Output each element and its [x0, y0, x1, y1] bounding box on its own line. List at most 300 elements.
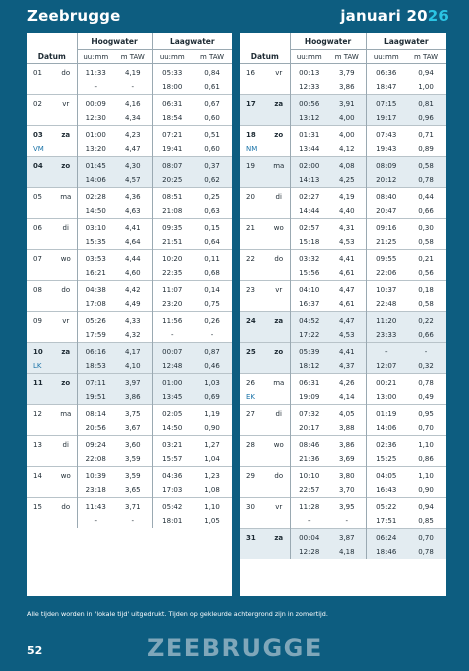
- table-row: [240, 483, 446, 498]
- table-row: [27, 328, 232, 343]
- hw-height-cell: 4,19: [328, 188, 366, 205]
- day-number: 30: [240, 498, 268, 515]
- hw-time-cell: 08:14: [77, 405, 114, 422]
- table-row: [27, 266, 232, 281]
- weekday: vr: [268, 281, 290, 298]
- empty-cell: [55, 514, 77, 528]
- empty-cell: [55, 142, 77, 157]
- lw-time-cell: 14:06: [366, 421, 406, 436]
- weekday: zo: [55, 374, 77, 391]
- table-row: [240, 374, 446, 391]
- hw-height-cell: 3,87: [328, 529, 366, 546]
- empty-cell: [268, 173, 290, 188]
- hw-time-cell: 06:16: [77, 343, 114, 360]
- hw-height-cell: 3,65: [124, 486, 141, 494]
- moon-phase-mark: [240, 421, 268, 436]
- hw-time-cell: 14:06: [77, 173, 114, 188]
- lw-time-cell: 08:07: [152, 157, 192, 174]
- hw-height-cell: 4,17: [114, 343, 152, 360]
- hw-height-cell: 4,57: [114, 173, 152, 188]
- hw-time-cell: 15:56: [290, 266, 328, 281]
- moon-phase-mark: [27, 111, 55, 126]
- weekday: vr: [275, 69, 283, 77]
- lw-height-cell: 0,70: [406, 529, 446, 546]
- lw-time-cell: 23:33: [366, 328, 406, 343]
- lw-time-cell: 06:24: [366, 529, 406, 546]
- hw-time-cell: 22:08: [77, 452, 114, 467]
- moon-phase-mark: [240, 204, 268, 219]
- hw-time-cell: 14:50: [77, 204, 114, 219]
- table-row: [240, 173, 446, 188]
- weekday: di: [55, 219, 77, 236]
- lw-time-cell: 13:45: [152, 390, 192, 405]
- empty-cell: [268, 421, 290, 436]
- hw-height-cell: 4,41: [114, 219, 152, 236]
- hw-height-cell: 4,64: [124, 238, 141, 246]
- weekday: ma: [55, 405, 77, 422]
- hw-time-cell: 10:39: [77, 467, 114, 484]
- table-row: [240, 281, 446, 298]
- hw-height-cell: 4,14: [338, 393, 355, 401]
- hw-height-cell: 3,69: [338, 455, 355, 463]
- empty-cell: [268, 328, 290, 343]
- hw-time-cell: 16:21: [77, 266, 114, 281]
- hw-time-cell: 12:28: [290, 545, 328, 559]
- hw-time-cell: 06:31: [290, 374, 328, 391]
- hw-time-cell: 12:33: [290, 80, 328, 95]
- table-row: [240, 219, 446, 236]
- lw-time-cell: 12:07: [366, 359, 406, 374]
- hw-time-cell: 17:08: [77, 297, 114, 312]
- empty-cell: [55, 328, 77, 343]
- lw-height-cell: 1,04: [204, 455, 220, 463]
- hw-height-cell: 4,08: [328, 157, 366, 174]
- hw-time-cell: 04:10: [290, 281, 328, 298]
- hw-time-cell: 02:00: [290, 157, 328, 174]
- hw-height-cell: 4,00: [328, 111, 366, 126]
- lw-height-cell: 0,66: [418, 207, 434, 215]
- lw-time-cell: 20:25: [152, 173, 192, 188]
- datum-header: Datum: [27, 33, 77, 64]
- lw-time-cell: 02:36: [366, 436, 406, 453]
- hw-time-cell: 03:32: [290, 250, 328, 267]
- lw-height-cell: 0,60: [204, 145, 220, 153]
- hw-height-cell: 3,59: [124, 455, 141, 463]
- hw-height-cell: 3,86: [114, 390, 152, 405]
- hw-height-cell: 4,34: [124, 114, 141, 122]
- hw-time-cell: 09:24: [77, 436, 114, 453]
- hw-height-cell: 3,59: [114, 467, 152, 484]
- hw-height-cell: 4,37: [328, 359, 366, 374]
- lw-height-cell: 1,10: [406, 436, 446, 453]
- empty-cell: [55, 204, 77, 219]
- hw-time-cell: -: [77, 80, 114, 95]
- weekday: di: [268, 188, 290, 205]
- lw-time-cell: 07:21: [152, 126, 192, 143]
- table-row: [240, 126, 446, 143]
- lw-height-cell: 0,94: [406, 498, 446, 515]
- table-row: [27, 111, 232, 126]
- lw-height-cell: 0,56: [418, 269, 434, 277]
- table-row: [27, 390, 232, 405]
- lw-height-cell: 0,30: [406, 219, 446, 236]
- hw-time-cell: 08:46: [290, 436, 328, 453]
- hw-height-cell: 4,60: [124, 269, 141, 277]
- hw-height-cell: 4,47: [328, 312, 366, 329]
- empty-cell: [55, 421, 77, 436]
- lw-time-cell: 01:00: [152, 374, 192, 391]
- weekday: wo: [268, 219, 290, 236]
- hw-time-cell: 14:13: [290, 173, 328, 188]
- hw-time-cell: 01:00: [77, 126, 114, 143]
- empty-cell: [55, 111, 77, 126]
- lw-height-header: m TAW: [406, 50, 446, 64]
- weekday: vr: [55, 95, 77, 112]
- hw-height-cell: 4,36: [114, 188, 152, 205]
- hw-height-cell: 4,32: [124, 331, 141, 339]
- weekday: za: [55, 126, 77, 143]
- hw-height-cell: 4,23: [114, 126, 152, 143]
- weekday: vr: [268, 498, 290, 515]
- lw-height-cell: 0,66: [406, 328, 446, 343]
- hw-height-cell: 3,86: [328, 436, 366, 453]
- hw-time-cell: 13:20: [77, 142, 114, 157]
- location-title: Zeebrugge: [27, 7, 121, 25]
- empty-cell: [268, 483, 290, 498]
- lw-height-header: m TAW: [192, 50, 232, 64]
- empty-cell: [55, 483, 77, 498]
- hw-height-cell: 3,95: [328, 498, 366, 515]
- day-number: 22: [240, 250, 268, 267]
- day-number: 26: [240, 374, 268, 391]
- hw-time-cell: 11:28: [290, 498, 328, 515]
- month-title: [340, 7, 449, 25]
- table-row: [27, 188, 232, 205]
- table-row: [240, 545, 446, 559]
- day-number: 15: [27, 498, 55, 515]
- weekday: za: [55, 343, 77, 360]
- weekday: do: [55, 498, 77, 515]
- table-row: [240, 498, 446, 515]
- hw-time-cell: -: [77, 514, 114, 528]
- hw-height-cell: 4,47: [328, 281, 366, 298]
- hw-height-cell: 4,19: [124, 69, 141, 77]
- lw-height-cell: 1,05: [204, 517, 220, 525]
- day-number: 12: [27, 405, 55, 422]
- table-row: [240, 188, 446, 205]
- empty-cell: [268, 545, 290, 559]
- moon-phase-mark: [240, 235, 268, 250]
- hw-height-cell: 4,05: [328, 405, 366, 422]
- lw-height-cell: 0,64: [204, 238, 220, 246]
- weekday: di: [55, 436, 77, 453]
- weekday: do: [55, 281, 77, 298]
- lw-height-cell: 0,68: [204, 269, 220, 277]
- day-number: 20: [240, 188, 268, 205]
- lw-time-cell: 22:35: [152, 266, 192, 281]
- hw-time-cell: 20:17: [290, 421, 328, 436]
- hw-time-cell: 07:11: [77, 374, 114, 391]
- hw-time-cell: 16:37: [290, 297, 328, 312]
- hw-time-cell: 02:57: [290, 219, 328, 236]
- lw-height-cell: 0,71: [406, 126, 446, 143]
- empty-cell: [268, 266, 290, 281]
- day-number: 28: [240, 436, 268, 453]
- empty-cell: [268, 390, 290, 405]
- hw-time-cell: 17:59: [77, 328, 114, 343]
- lw-time-cell: 22:06: [366, 266, 406, 281]
- moon-phase-mark: [27, 390, 55, 405]
- lw-height-cell: 0,84: [204, 69, 220, 77]
- lw-height-cell: 0,90: [418, 486, 434, 494]
- hw-height-cell: 4,12: [338, 145, 355, 153]
- lw-height-cell: 0,32: [406, 359, 446, 374]
- table-row: [240, 312, 446, 329]
- lw-time-cell: 21:08: [152, 204, 192, 219]
- lw-time-cell: 18:00: [152, 80, 192, 95]
- lw-time-cell: 16:43: [366, 483, 406, 498]
- lw-time-cell: 17:51: [366, 514, 406, 529]
- weekday: di: [268, 405, 290, 422]
- lw-height-cell: -: [210, 331, 214, 339]
- lw-time-cell: 11:20: [366, 312, 406, 329]
- lw-height-cell: 0,63: [204, 207, 220, 215]
- hw-height-cell: 4,25: [328, 173, 366, 188]
- empty-cell: [268, 80, 290, 95]
- moon-phase-mark: [27, 483, 55, 498]
- lw-time-cell: -: [152, 328, 192, 343]
- moon-phase-mark: [240, 359, 268, 374]
- lw-time-cell: 19:43: [366, 142, 406, 157]
- day-number: 18: [240, 126, 268, 143]
- lw-time-cell: 07:15: [366, 95, 406, 112]
- hw-height-cell: 3,86: [338, 83, 355, 91]
- moon-phase-mark: [240, 297, 268, 312]
- day-number: 07: [27, 250, 55, 267]
- table-row: [27, 64, 232, 81]
- lw-time-cell: 02:05: [152, 405, 192, 422]
- table-row: [240, 359, 446, 374]
- month-name: januari: [340, 7, 401, 25]
- hw-height-cell: 3,97: [114, 374, 152, 391]
- moon-phase-mark: [240, 328, 268, 343]
- lw-time-cell: 21:51: [152, 235, 192, 250]
- hw-height-cell: 3,71: [114, 498, 152, 515]
- year-part-a: 20: [406, 7, 428, 25]
- day-number: 27: [240, 405, 268, 422]
- weekday: za: [268, 95, 290, 112]
- footnote: Alle tijden worden in 'lokale tijd' uitgedrukt. Tijden op gekleurde achtergrond zijn in zomertijd.: [27, 610, 328, 618]
- moon-phase-mark: [240, 545, 268, 559]
- weekday: wo: [55, 250, 77, 267]
- moon-phase-mark: [27, 235, 55, 250]
- hw-time-cell: 00:13: [290, 64, 328, 81]
- lw-height-cell: 0,62: [192, 173, 232, 188]
- hw-time-cell: 07:32: [290, 405, 328, 422]
- hw-height-cell: 4,63: [124, 207, 141, 215]
- table-row: [27, 343, 232, 360]
- lw-height-cell: 0,69: [192, 390, 232, 405]
- lw-height-cell: 0,58: [418, 238, 434, 246]
- weekday: ma: [55, 188, 77, 205]
- hw-time-cell: 10:10: [290, 467, 328, 484]
- table-row: [240, 95, 446, 112]
- lw-height-cell: 0,95: [406, 405, 446, 422]
- empty-cell: [268, 359, 290, 374]
- moon-phase-mark: [27, 297, 55, 312]
- lw-time-cell: -: [366, 343, 406, 360]
- lw-height-cell: 1,08: [204, 486, 220, 494]
- table-row: [240, 390, 446, 405]
- lw-height-cell: 1,23: [192, 467, 232, 484]
- hw-time-cell: 03:53: [77, 250, 114, 267]
- table-row: [240, 64, 446, 81]
- empty-cell: [268, 204, 290, 219]
- table-row: [240, 142, 446, 157]
- lw-time-cell: 15:57: [152, 452, 192, 467]
- lw-time-cell: 17:03: [152, 483, 192, 498]
- empty-cell: [55, 80, 77, 95]
- hw-time-cell: 05:26: [77, 312, 114, 329]
- lw-height-cell: 1,19: [192, 405, 232, 422]
- lw-time-cell: 10:37: [366, 281, 406, 298]
- table-row: [27, 250, 232, 267]
- day-number: 09: [27, 312, 55, 329]
- hw-time-cell: 00:04: [290, 529, 328, 546]
- empty-cell: [268, 514, 290, 529]
- lw-time-header: uu:mm: [366, 50, 406, 64]
- lw-time-cell: 04:36: [152, 467, 192, 484]
- hw-time-cell: 23:18: [77, 483, 114, 498]
- lw-time-cell: 09:35: [152, 219, 192, 236]
- moon-phase-mark: NM: [246, 145, 258, 153]
- lw-height-cell: 1,27: [192, 436, 232, 453]
- lw-height-cell: 0,67: [192, 95, 232, 112]
- hw-time-cell: 05:39: [290, 343, 328, 360]
- hw-time-cell: 11:33: [77, 64, 114, 81]
- day-number: 16: [246, 69, 255, 77]
- lw-time-cell: 01:19: [366, 405, 406, 422]
- hoogwater-header: Hoogwater: [77, 33, 152, 50]
- moon-phase-mark: [240, 266, 268, 281]
- lw-time-cell: 19:41: [152, 142, 192, 157]
- table-row: [240, 235, 446, 250]
- day-number: 06: [27, 219, 55, 236]
- lw-time-cell: 09:16: [366, 219, 406, 236]
- day-number: 29: [240, 467, 268, 484]
- hw-height-cell: 4,33: [114, 312, 152, 329]
- hw-height-cell: 4,41: [328, 250, 366, 267]
- lw-height-cell: 0,87: [192, 343, 232, 360]
- weekday: wo: [55, 467, 77, 484]
- lw-time-cell: 06:31: [152, 95, 192, 112]
- weekday: wo: [268, 436, 290, 453]
- hw-time-cell: 20:56: [77, 421, 114, 436]
- lw-height-cell: 0,22: [406, 312, 446, 329]
- lw-height-cell: 0,78: [406, 173, 446, 188]
- weekday: do: [61, 69, 71, 77]
- day-number: 21: [240, 219, 268, 236]
- hw-height-cell: 4,00: [328, 126, 366, 143]
- lw-height-cell: 0,26: [192, 312, 232, 329]
- hw-height-cell: 3,70: [338, 486, 355, 494]
- lw-time-cell: 14:50: [152, 421, 192, 436]
- hw-time-cell: 11:43: [77, 498, 114, 515]
- moon-phase-mark: [240, 483, 268, 498]
- moon-phase-mark: [27, 421, 55, 436]
- empty-cell: [55, 266, 77, 281]
- lw-time-cell: 03:21: [152, 436, 192, 453]
- day-number: 24: [240, 312, 268, 329]
- day-number: 19: [240, 157, 268, 174]
- table-row: [27, 374, 232, 391]
- laagwater-header: Laagwater: [152, 33, 232, 50]
- hw-height-cell: 3,60: [114, 436, 152, 453]
- table-row: [27, 405, 232, 422]
- moon-phase-mark: [240, 514, 268, 529]
- table-row: [240, 405, 446, 422]
- table-row: [240, 452, 446, 467]
- lw-height-cell: 0,14: [192, 281, 232, 298]
- datum-header: Datum: [240, 33, 290, 64]
- moon-phase-mark: [27, 204, 55, 219]
- table-row: [27, 173, 232, 188]
- lw-height-cell: 0,21: [406, 250, 446, 267]
- lw-height-cell: 0,78: [406, 374, 446, 391]
- moon-phase-mark: LK: [27, 359, 55, 374]
- day-number: 02: [27, 95, 55, 112]
- hw-time-cell: 15:35: [77, 235, 114, 250]
- lw-time-cell: 05:42: [152, 498, 192, 515]
- lw-height-cell: 1,03: [192, 374, 232, 391]
- hw-time-cell: 02:28: [77, 188, 114, 205]
- empty-cell: [268, 235, 290, 250]
- lw-height-cell: 0,15: [192, 219, 232, 236]
- moon-phase-mark: [27, 328, 55, 343]
- table-row: [240, 250, 446, 267]
- hw-height-cell: 4,16: [114, 95, 152, 112]
- day-number: 03: [27, 126, 55, 143]
- table-row: [27, 219, 232, 236]
- day-number: 14: [27, 467, 55, 484]
- lw-height-cell: 0,51: [192, 126, 232, 143]
- hw-height-cell: 4,30: [114, 157, 152, 174]
- table-row: [240, 529, 446, 546]
- year-part-b: 26: [427, 7, 449, 25]
- table-row: [27, 95, 232, 112]
- hw-height-cell: 4,47: [124, 145, 141, 153]
- hw-height-cell: 4,40: [338, 207, 355, 215]
- table-row: [27, 297, 232, 312]
- lw-height-cell: 0,94: [418, 69, 434, 77]
- table-row: [27, 204, 232, 219]
- table-row: [27, 498, 232, 515]
- hoogwater-header: Hoogwater: [290, 33, 366, 50]
- lw-height-cell: 0,11: [192, 250, 232, 267]
- lw-height-cell: 0,85: [418, 517, 434, 525]
- table-row: [240, 80, 446, 95]
- lw-time-cell: 00:07: [152, 343, 192, 360]
- day-number: 23: [240, 281, 268, 298]
- hw-time-cell: 13:12: [290, 111, 328, 126]
- lw-time-cell: 15:25: [366, 452, 406, 467]
- lw-time-cell: 08:51: [152, 188, 192, 205]
- empty-cell: [268, 297, 290, 312]
- lw-height-cell: 0,81: [406, 95, 446, 112]
- day-number: 10: [27, 343, 55, 360]
- table-row: [240, 514, 446, 529]
- table-row: [27, 80, 232, 95]
